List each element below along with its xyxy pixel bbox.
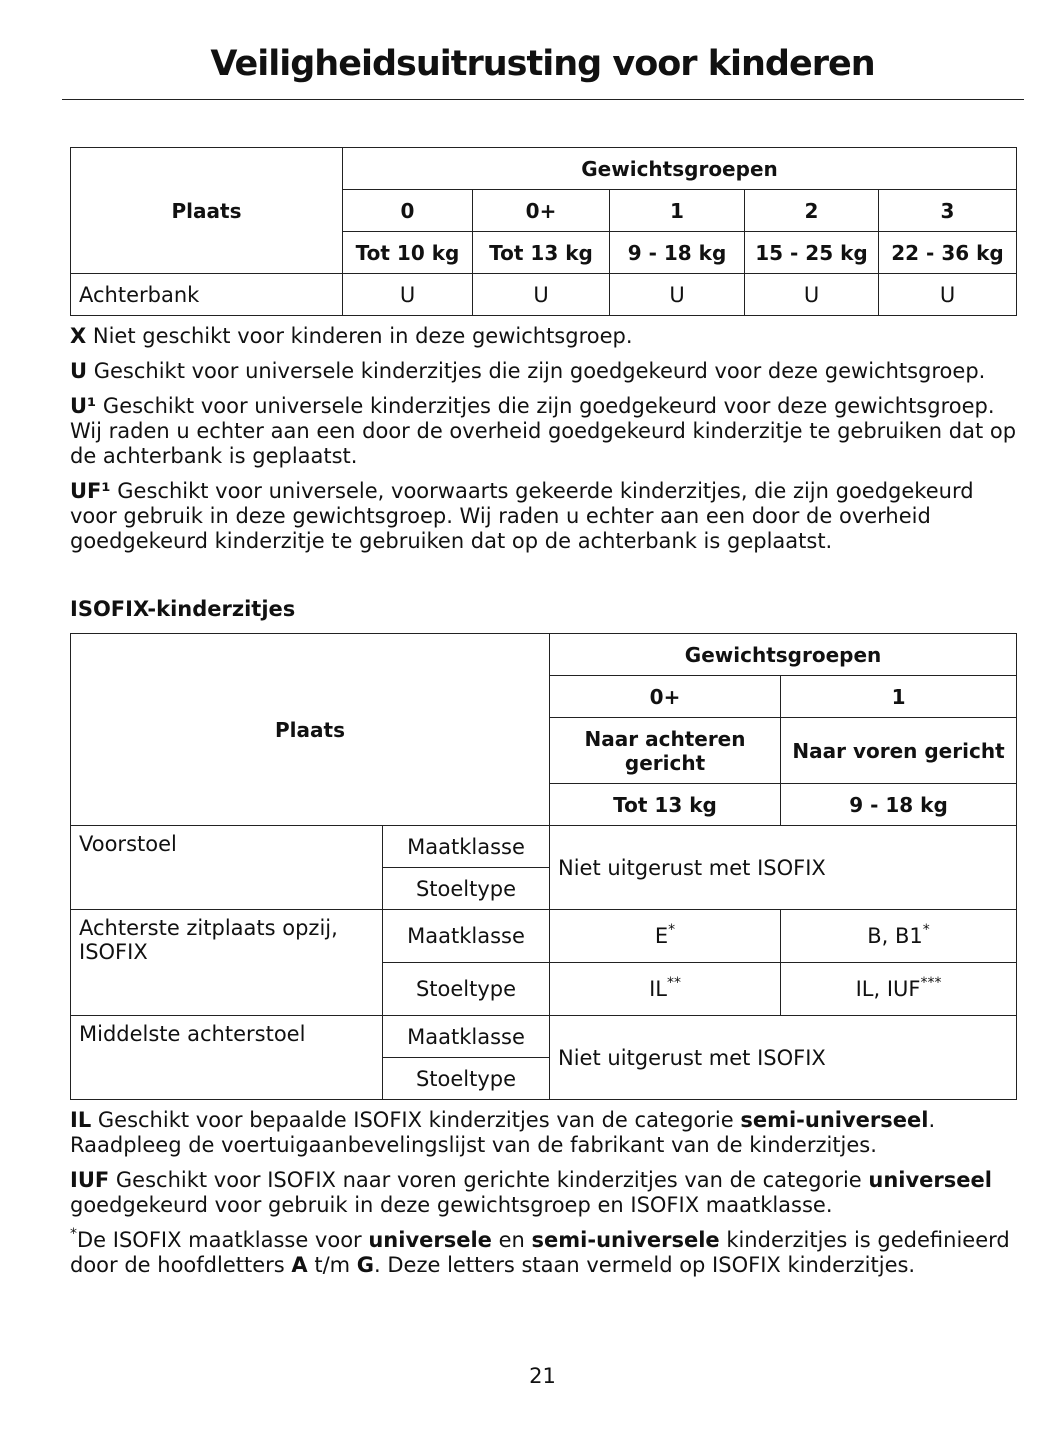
value-cell: U <box>473 274 610 316</box>
group-cell: 0 <box>343 190 473 232</box>
voorstoel-value: Niet uitgerust met ISOFIX <box>550 826 1017 910</box>
note-u1: U¹ Geschikt voor universele kinderzitjes die zijn goedgekeurd voor deze gewichtsgroep. Wij raden u echter aan een door de overheid goedgekeurd kinderzitje te gebruiken dat op de achterbank is geplaatst. <box>70 394 1017 468</box>
group-cell: 3 <box>879 190 1017 232</box>
note-uf1: UF¹ Geschikt voor universele, voorwaarts gekeerde kinderzitjes, die zijn goedgekeurd voor gebruik in deze gewichtsgroep. Wij raden u echter aan een door de overheid goedgekeurd kinderzitje te gebruiken dat op de achterbank is geplaatst. <box>70 479 974 553</box>
stoeltype-label: Stoeltype <box>383 1058 550 1100</box>
note-u: U Geschikt voor universele kinderzitjes die zijn goedgekeurd voor deze gewichtsgroep. <box>70 359 986 383</box>
isofix-heading: ISOFIX-kinderzitjes <box>70 597 296 621</box>
note-star: *De ISOFIX maatklasse voor universele en semi-universele kinderzitjes is gedefinieerd door de hoofdletters A t/m G. Deze letters staan vermeld op ISOFIX kinderzitjes. <box>70 1226 1010 1277</box>
isofix-table <box>70 633 1017 1100</box>
direction-cell: Naar achteren gericht <box>550 718 781 784</box>
plaats-header: Plaats <box>71 148 343 274</box>
legend-notes <box>70 324 1020 564</box>
page-title: Veiligheidsuitrusting voor kinderen <box>210 44 875 84</box>
direction-cell: Naar voren gericht <box>781 718 1017 784</box>
gewichtsgroepen-header: Gewichtsgroepen <box>343 148 1017 190</box>
row-label-voorstoel: Voorstoel <box>71 826 383 910</box>
weight-group-table <box>70 147 1017 316</box>
value-cell: IL, IUF*** <box>781 963 1017 1016</box>
note-iuf: IUF Geschikt voor ISOFIX naar voren gerichte kinderzitjes van de categorie universeel goedgekeurd voor gebruik in deze gewichtsgroep en ISOFIX maatklasse. <box>70 1168 992 1217</box>
group-cell: 1 <box>610 190 745 232</box>
maatklasse-label: Maatklasse <box>383 826 550 868</box>
table-row <box>71 274 1017 316</box>
weight-cell: 22 - 36 kg <box>879 232 1017 274</box>
page-number: 21 <box>529 1364 556 1388</box>
weight-cell: 9 - 18 kg <box>781 784 1017 826</box>
group-cell: 0+ <box>550 676 781 718</box>
group-cell: 0+ <box>473 190 610 232</box>
maatklasse-label: Maatklasse <box>383 1016 550 1058</box>
value-cell: IL** <box>550 963 781 1016</box>
value-cell: U <box>610 274 745 316</box>
weight-cell: Tot 13 kg <box>550 784 781 826</box>
stoeltype-label: Stoeltype <box>383 963 550 1016</box>
note-x: X Niet geschikt voor kinderen in deze gewichtsgroep. <box>70 324 633 348</box>
gewichtsgroepen-header: Gewichtsgroepen <box>550 634 1017 676</box>
group-cell: 2 <box>745 190 879 232</box>
middelste-value: Niet uitgerust met ISOFIX <box>550 1016 1017 1100</box>
weight-cell: Tot 13 kg <box>473 232 610 274</box>
group-cell: 1 <box>781 676 1017 718</box>
value-cell: B, B1* <box>781 910 1017 963</box>
value-cell: U <box>343 274 473 316</box>
weight-cell: 9 - 18 kg <box>610 232 745 274</box>
maatklasse-label: Maatklasse <box>383 910 550 963</box>
value-cell: U <box>879 274 1017 316</box>
row-label-middelste: Middelste achterstoel <box>71 1016 383 1100</box>
weight-cell: 15 - 25 kg <box>745 232 879 274</box>
value-cell: U <box>745 274 879 316</box>
isofix-notes <box>70 1108 1020 1288</box>
note-il: IL Geschikt voor bepaalde ISOFIX kinderzitjes van de categorie semi-universeel. Raadpleeg de voertuigaanbevelingslijst van de fabrikant van de kinderzitjes. <box>70 1108 936 1157</box>
row-label: Achterbank <box>71 274 343 316</box>
weight-cell: Tot 10 kg <box>343 232 473 274</box>
value-cell: E* <box>550 910 781 963</box>
row-label-achterste: Achterste zitplaats opzij, ISOFIX <box>71 910 383 1016</box>
title-divider <box>62 99 1024 100</box>
stoeltype-label: Stoeltype <box>383 868 550 910</box>
plaats-header: Plaats <box>71 634 550 826</box>
